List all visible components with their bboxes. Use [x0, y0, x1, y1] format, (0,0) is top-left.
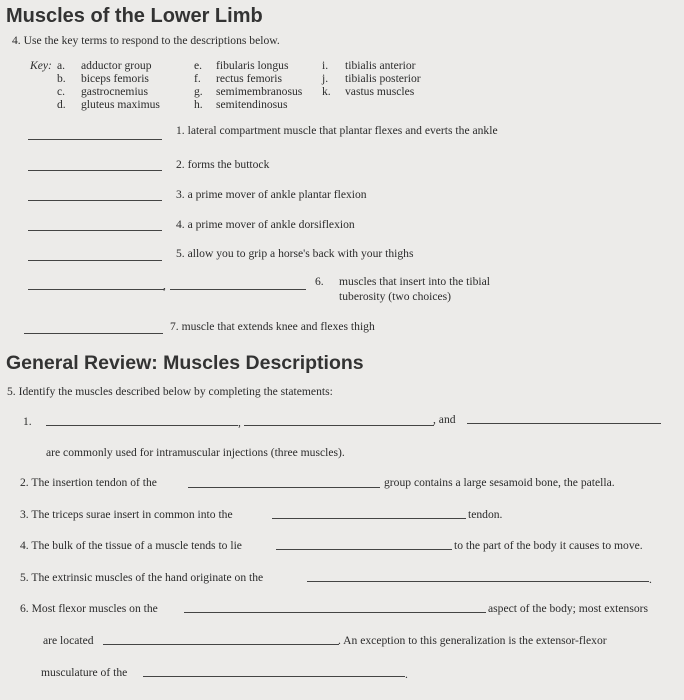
answer-blank-4-1[interactable]	[28, 139, 162, 140]
key-letter: g.	[194, 85, 203, 98]
section-title-lower-limb: Muscles of the Lower Limb	[6, 5, 263, 27]
item-number: 1.	[23, 415, 32, 428]
answer-blank-5-6a[interactable]	[184, 612, 486, 613]
statement-text: tendon.	[468, 508, 503, 521]
statement-text: 5. The extrinsic muscles of the hand originate on the	[20, 571, 264, 584]
key-term: fibularis longus	[216, 59, 289, 72]
key-letter: f.	[194, 72, 201, 85]
item-text: 7. muscle that extends knee and flexes thigh	[170, 320, 375, 333]
key-letter: i.	[322, 59, 329, 72]
key-term: vastus muscles	[345, 85, 415, 98]
key-term: semitendinosus	[216, 98, 288, 111]
answer-blank-4-2[interactable]	[28, 170, 162, 171]
comma: ,	[238, 416, 241, 429]
answer-blank-4-6b[interactable]	[170, 289, 306, 290]
statement-text: are located	[43, 634, 94, 647]
statement-text: aspect of the body; most extensors	[488, 602, 649, 615]
statement-text: 3. The triceps surae insert in common into the	[20, 508, 233, 521]
period: .	[405, 668, 408, 681]
statement-text: . An exception to this generalization is the extensor-flexor	[338, 634, 607, 647]
answer-blank-5-5[interactable]	[307, 581, 649, 582]
key-term: semimembranosus	[216, 85, 303, 98]
answer-blank-5-1b[interactable]	[244, 425, 434, 426]
key-term: biceps femoris	[81, 72, 149, 85]
item-number: 6.	[315, 275, 324, 288]
key-letter: a.	[57, 59, 66, 72]
key-term: tibialis anterior	[345, 59, 416, 72]
item-text: 5. allow you to grip a horse's back with your thighs	[176, 247, 414, 260]
answer-blank-5-6b[interactable]	[103, 644, 339, 645]
key-term: adductor group	[81, 59, 152, 72]
statement-text: 2. The insertion tendon of the	[20, 476, 157, 489]
item-text: 1. lateral compartment muscle that plantar flexes and everts the ankle	[176, 124, 498, 137]
key-letter: c.	[57, 85, 66, 98]
key-term: gastrocnemius	[81, 85, 148, 98]
answer-blank-4-6a[interactable]	[28, 289, 164, 290]
statement-text: group contains a large sesamoid bone, the patella.	[384, 476, 615, 489]
answer-blank-4-4[interactable]	[28, 230, 162, 231]
answer-blank-5-6c[interactable]	[143, 676, 405, 677]
statement-text: are commonly used for intramuscular injections (three muscles).	[46, 446, 345, 459]
and-text: , and	[433, 413, 456, 426]
key-letter: e.	[194, 59, 203, 72]
answer-blank-4-7[interactable]	[24, 333, 163, 334]
answer-blank-5-1a[interactable]	[46, 425, 238, 426]
item-text: 4. a prime mover of ankle dorsiflexion	[176, 218, 355, 231]
answer-blank-5-2[interactable]	[188, 487, 380, 488]
key-letter: d.	[57, 98, 66, 111]
answer-blank-5-3[interactable]	[272, 518, 466, 519]
key-letter: h.	[194, 98, 203, 111]
key-letter: k.	[322, 85, 331, 98]
question-4-prompt: 4. Use the key terms to respond to the descriptions below.	[12, 34, 280, 47]
statement-text: to the part of the body it causes to move.	[454, 539, 643, 552]
item-text: tuberosity (two choices)	[339, 290, 452, 303]
key-term: rectus femoris	[216, 72, 282, 85]
item-text: muscles that insert into the tibial	[339, 275, 491, 288]
key-term: gluteus maximus	[81, 98, 160, 111]
answer-blank-5-4[interactable]	[276, 549, 452, 550]
key-label: Key:	[30, 59, 52, 72]
section-title-general-review: General Review: Muscles Descriptions	[6, 352, 364, 374]
item-text: 3. a prime mover of ankle plantar flexion	[176, 188, 367, 201]
answer-blank-4-5[interactable]	[28, 260, 162, 261]
statement-text: musculature of the	[41, 666, 128, 679]
statement-text: 4. The bulk of the tissue of a muscle tends to lie	[20, 539, 242, 552]
key-term: tibialis posterior	[345, 72, 421, 85]
statement-text: 6. Most flexor muscles on the	[20, 602, 158, 615]
comma: ,	[163, 279, 166, 292]
answer-blank-4-3[interactable]	[28, 200, 162, 201]
question-5-prompt: 5. Identify the muscles described below by completing the statements:	[7, 385, 333, 398]
item-text: 2. forms the buttock	[176, 158, 270, 171]
key-letter: j.	[322, 72, 329, 85]
answer-blank-5-1c[interactable]	[467, 423, 661, 424]
key-letter: b.	[57, 72, 66, 85]
period: .	[649, 573, 652, 586]
